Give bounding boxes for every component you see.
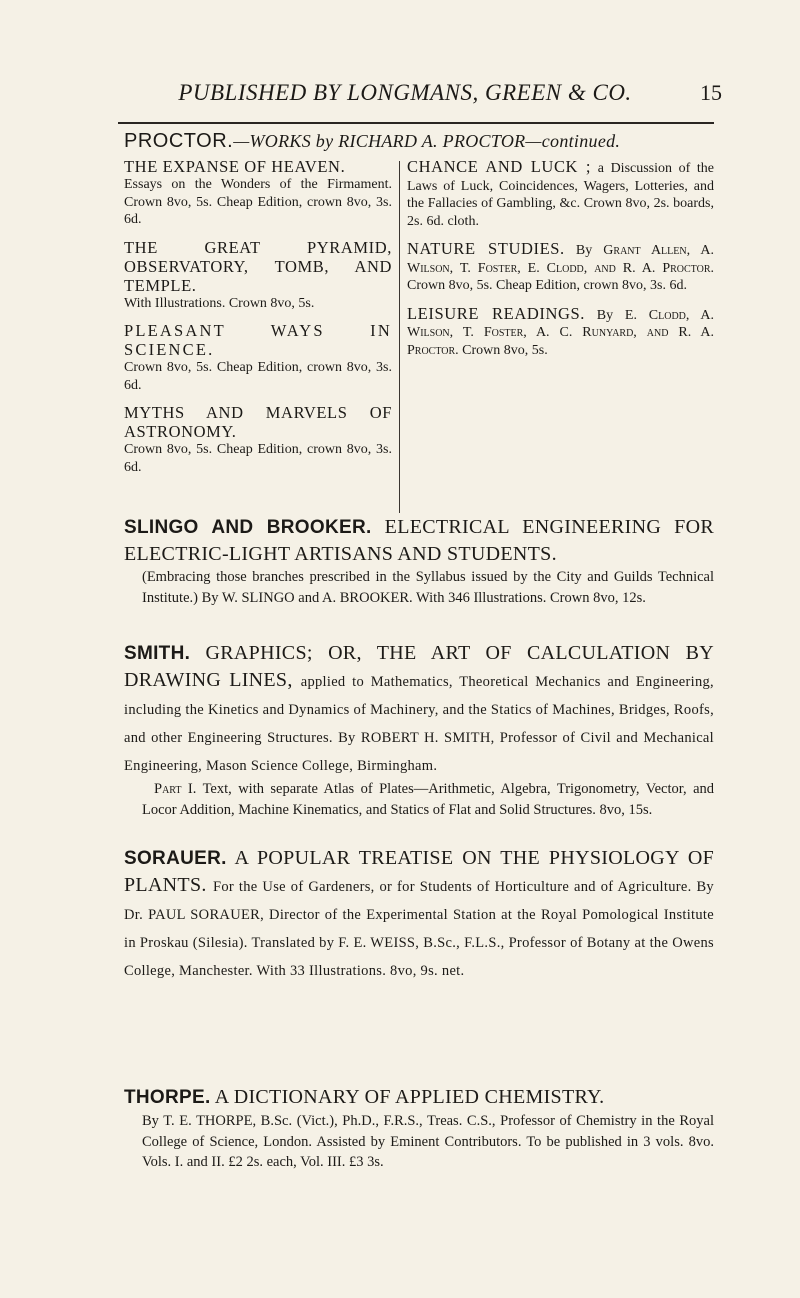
header-rule xyxy=(118,122,714,124)
book-entry xyxy=(407,304,714,360)
proctor-columns xyxy=(124,157,714,519)
entry-title: ELECTRICAL ENGINEERING FOR ELECTRIC-LIGHT ARTISANS AND STUDENTS. xyxy=(124,516,714,565)
book-entry xyxy=(124,238,392,313)
book-entry xyxy=(407,157,714,230)
part-label: Part I. xyxy=(154,781,197,797)
proctor-section xyxy=(124,130,714,519)
book-title: MYTHS AND MARVELS OF ASTRONOMY. xyxy=(124,403,392,441)
slingo-entry xyxy=(124,514,714,608)
entry-author: THORPE. xyxy=(124,1087,211,1108)
entry-title: GRAPHICS; OR, THE ART OF CALCULATION BY DRAWING LINES, xyxy=(124,642,714,691)
entry-author: SLINGO AND BROOKER. xyxy=(124,517,372,538)
book-details: a Discussion of the Laws of Luck, Coincidences, Wagers, Lotteries, and the Fallacies of Gambling, &c. Crown 8vo, 2s. boards, 2s. 6d. cloth. xyxy=(407,161,715,229)
book-entry xyxy=(407,239,714,295)
proctor-subtitle: —WORKS by RICHARD A. PROCTOR—continued. xyxy=(233,131,621,151)
entry-title: A DICTIONARY OF APPLIED CHEMISTRY. xyxy=(214,1086,605,1108)
book-details: Crown 8vo, 5s. Cheap Edition, crown 8vo, 3s. 6d. xyxy=(124,442,392,475)
entry-details: By T. E. THORPE, B.Sc. (Vict.), Ph.D., F.R.S., Treas. C.S., Professor of Chemistry in the Royal College of Science, London. Assisted by Eminent Contributors. To be published in 3 vols. 8vo. Vols. I. and II. £2 2s. each, Vol. III. £3 3s. xyxy=(142,1113,714,1170)
book-authors: Clodd, A. Wilson, T. Foster, A. C. Runyard, and R. A. Proctor. xyxy=(407,307,715,358)
book-authors: Grant Allen, A. Wilson, T. Foster, E. Clodd, and R. A. Proctor. xyxy=(407,243,715,276)
sorauer-entry xyxy=(124,845,714,984)
proctor-left-column xyxy=(124,157,392,485)
book-details: Crown 8vo, 5s. xyxy=(462,342,548,358)
entry-details: (Embracing those branches prescribed in the Syllabus issued by the City and Guilds Technical Institute.) By W. SLINGO and A. BROOKER. With 346 Illustrations. Crown 8vo, 12s. xyxy=(142,569,714,606)
book-title: PLEASANT WAYS IN SCIENCE. xyxy=(124,321,392,359)
page-number: 15 xyxy=(700,80,722,105)
part-details: Text, with separate Atlas of Plates—Arithmetic, Algebra, Trigonometry, Vector, and Locor Addition, Machine Kinematics, and Statics of Flat and Solid Structures. 8vo, 15s. xyxy=(142,781,715,818)
column-divider xyxy=(399,161,400,513)
proctor-right-column xyxy=(407,157,714,368)
book-entry xyxy=(124,403,392,476)
book-byline: By xyxy=(575,243,593,258)
entry-author: SMITH. xyxy=(124,643,191,664)
book-title: THE GREAT PYRAMID, OBSERVATORY, TOMB, AND TEMPLE. xyxy=(124,237,392,295)
book-title: THE EXPANSE OF HEAVEN. xyxy=(124,157,346,176)
running-head: PUBLISHED BY LONGMANS, GREEN & CO. xyxy=(178,80,632,105)
book-title: NATURE STUDIES. xyxy=(407,239,565,258)
book-byline: By E. xyxy=(596,307,637,323)
smith-entry xyxy=(124,640,714,820)
proctor-author: PROCTOR. xyxy=(124,130,234,152)
book-details: Crown 8vo, 5s. Cheap Edition, crown 8vo, 3s. 6d. xyxy=(124,360,392,393)
entry-title: A POPULAR TREATISE ON THE PHYSIOLOGY OF PLANTS. xyxy=(124,847,714,896)
book-title: LEISURE READINGS. xyxy=(407,303,585,323)
book-details: Crown 8vo, 5s. Cheap Edition, crown 8vo, 3s. 6d. xyxy=(407,278,687,293)
book-entry xyxy=(124,157,392,229)
entry-author: SORAUER. xyxy=(124,848,227,869)
book-details: Essays on the Wonders of the Firmament. Crown 8vo, 5s. Cheap Edition, crown 8vo, 3s. 6d. xyxy=(124,177,392,227)
book-title: CHANCE AND LUCK ; xyxy=(407,157,592,176)
entry-details: applied to Mathematics, Theoretical Mechanics and Engineering, including the Kinetics and Dynamics of Machinery, and the Statics of Machines, Bridges, Roofs, and other Engineering Structures. By ROBERT H. SMITH, Professor of Civil and Mechanical Engineering, Mason Science College, Birmingham. xyxy=(124,674,714,774)
thorpe-entry xyxy=(124,1084,714,1173)
book-entry xyxy=(124,321,392,394)
proctor-heading xyxy=(124,130,714,153)
entry-details: For the Use of Gardeners, or for Students of Horticulture and of Agriculture. By Dr. PAUL SORAUER, Director of the Experimental Station at the Royal Pomological Institute in Proskau (Silesia). Translated by F. E. WEISS, B.Sc., F.L.S., Professor of Botany at the Owens College, Manchester. With 33 Illustrations. 8vo, 9s. net. xyxy=(124,879,714,979)
book-details: With Illustrations. Crown 8vo, 5s. xyxy=(124,295,315,311)
